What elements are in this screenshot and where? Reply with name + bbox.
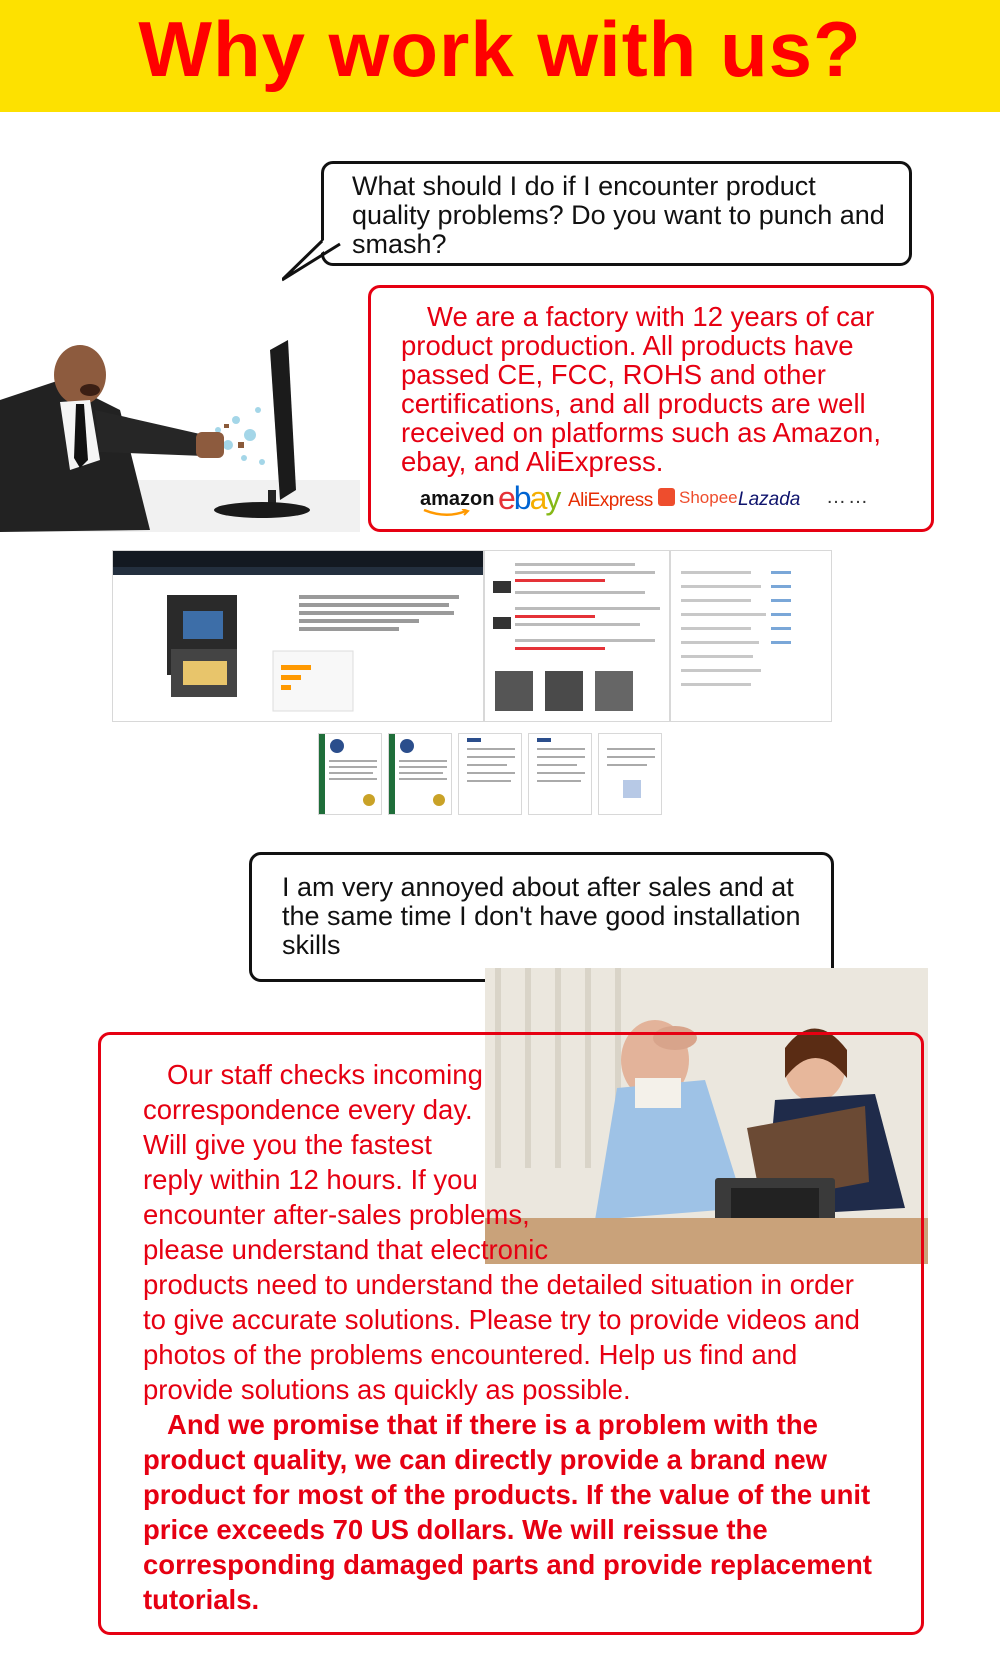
question-bubble-after-sales [249, 852, 834, 982]
answer-line-5: encounter after-sales problems, [143, 1199, 530, 1230]
shopee-logo: Shopee [658, 488, 738, 508]
question-text-quality: What should I do if I encounter product quality problems? Do you want to punch and smash? [352, 171, 885, 259]
answer-paragraph-rest: products need to understand the detailed situation in order to give accurate solutions. Please try to provide videos and photos of the problems encountered. Help us find and provide solutions as quickly as possible. [143, 1269, 860, 1405]
question-bubble-quality [321, 161, 912, 266]
aliexpress-logo: AliExpress [568, 490, 653, 511]
certificate-ce-1 [318, 733, 382, 815]
page-title: Why work with us? [138, 5, 862, 93]
test-report-2 [528, 733, 592, 815]
amazon-smile-icon [422, 509, 470, 517]
speech-bubble-tail [282, 240, 342, 282]
answer-promise-paragraph: And we promise that if there is a problem with the product quality, we can directly provide a brand new product for most of the products. If the value of the unit price exceeds 70 US dollars. We will reissue the corresponding damaged parts and provide replacement tutorials. [143, 1409, 872, 1615]
test-report-3 [598, 733, 662, 815]
amazon-logo: amazon [420, 488, 495, 510]
amazon-listing-screenshot [112, 550, 484, 722]
shopee-bag-icon [658, 488, 675, 506]
answer-line-6: please understand that electronic [143, 1234, 549, 1265]
answer-line-3: Will give you the fastest [143, 1129, 432, 1160]
lazada-logo: Lazada [738, 489, 801, 510]
question-text-after-sales: I am very annoyed about after sales and at the same time I don't have good installation skills [282, 872, 801, 960]
answer-line-1: Our staff checks incoming [167, 1059, 483, 1090]
review-and-certificate-screenshots [112, 550, 902, 830]
angry-man-photo [0, 340, 360, 532]
platform-logos [418, 480, 878, 520]
answer-text-factory: We are a factory with 12 years of car product production. All products have passed CE, FCC, ROHS and other certifications, and all products are well received on platforms such as Amazon, ebay, and AliExpress. [401, 301, 881, 477]
answer-line-4: reply within 12 hours. If you [143, 1164, 478, 1195]
header-banner [0, 0, 1000, 112]
answer-line-2: correspondence every day. [143, 1094, 473, 1125]
certificate-ce-2 [388, 733, 452, 815]
customer-reviews-screenshot [484, 550, 670, 722]
ebay-logo: ebay [498, 480, 560, 516]
test-report-1 [458, 733, 522, 815]
feedback-list-screenshot [670, 550, 832, 722]
answer-text-after-sales [143, 1057, 883, 1617]
more-platforms: …… [826, 486, 870, 508]
